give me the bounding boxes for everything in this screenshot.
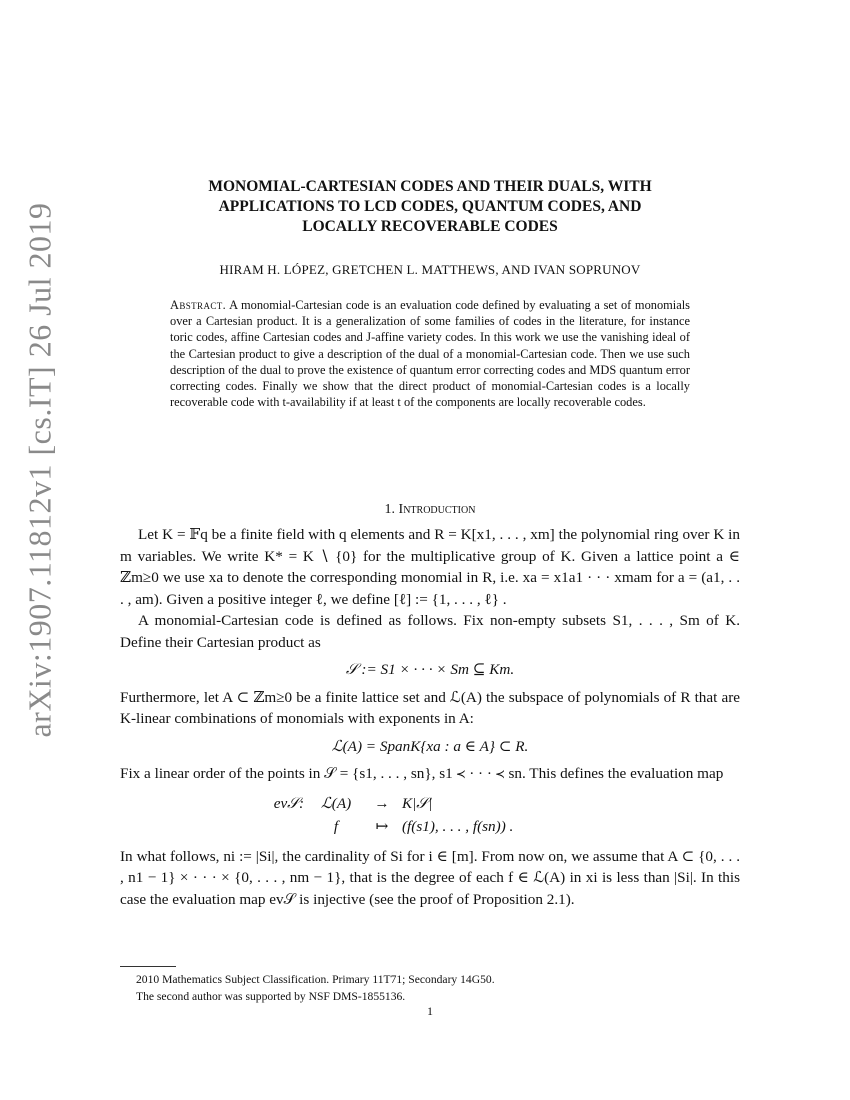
page-number: 1 (427, 1004, 433, 1018)
evalmap-element: f (333, 818, 339, 835)
abstract-label: Abstract. (170, 298, 227, 312)
section-title: Introduction (398, 502, 476, 517)
body-text (120, 524, 740, 910)
title-line: MONOMIAL-CARTESIAN CODES AND THEIR DUALS, WITH (208, 178, 652, 195)
paper-title (120, 177, 740, 237)
evalmap-blank (120, 816, 310, 838)
author-list: HIRAM H. LÓPEZ, GRETCHEN L. MATTHEWS, AND IVAN SOPRUNOV (219, 262, 641, 277)
equation-cartesian-product: 𝒮 := S1 × · · · × Sm ⊆ Km. (345, 661, 515, 678)
evalmap-domain: ℒ(A) (320, 794, 352, 812)
paragraph: Let K = 𝔽q be a finite field with q elements and R = K[x1, . . . , xm] the polynomial ring over K in m variables. We write K* = K ∖ {0} for the multiplicative group of K. Given a lattice point a ∈ ℤm≥0 we use xa to denote the corresponding monomial in R, i.e. xa = x1a1 · · · xmam for a = (a1, . . . , am). Given a positive integer ℓ, we define [ℓ] := {1, . . . , ℓ} . (120, 526, 740, 608)
paragraph: Furthermore, let A ⊂ ℤm≥0 be a finite lattice set and ℒ(A) the subspace of polynomials of R that are K-linear combinations of monomials with exponents in A: (120, 688, 740, 727)
title-line: LOCALLY RECOVERABLE CODES (302, 218, 558, 235)
evaluation-map-display (120, 793, 740, 838)
evalmap-image: (f(s1), . . . , f(sn)) . (402, 818, 514, 835)
arxiv-sidebar (0, 0, 70, 738)
paragraph: A monomial-Cartesian code is defined as follows. Fix non-empty subsets S1, . . . , Sm of K. Define their Cartesian product as (120, 612, 740, 651)
footnote-support: The second author was supported by NSF DMS-1855136. (136, 990, 406, 1003)
footnote-rule (120, 966, 176, 967)
footnote-msc: 2010 Mathematics Subject Classification. Primary 11T71; Secondary 14G50. (136, 973, 495, 986)
arxiv-identifier: arXiv:1907.11812v1 [cs.IT] 26 Jul 2019 (21, 202, 58, 738)
paragraph: In what follows, ni := |Si|, the cardinality of Si for i ∈ [m]. From now on, we assume that A ⊂ {0, . . . , n1 − 1} × · · · × {0, . . . , nm − 1}, that is the degree of each f ∈ ℒ(A) in xi is less than |Si|. In this case the evaluation map ev𝒮 is injective (see the proof of Proposition 2.1). (120, 847, 740, 908)
abstract-text: A monomial-Cartesian code is an evaluation code defined by evaluating a set of monomials over a Cartesian product. It is a generalization of some families of codes in the literature, for instance toric codes, affine Cartesian codes and J-affine variety codes. In this work we use the vanishing ideal of the Cartesian product to give a description of the dual of a monomial-Cartesian code. Then we use such description of the dual to prove the existence of quantum error correcting codes and MDS quantum error correcting codes. Finally we show that the direct product of monomial-Cartesian codes is a locally recoverable code with t-availability if at least t of the components are locally recoverable codes. (170, 298, 690, 410)
footnotes (136, 971, 736, 1005)
section-heading (120, 502, 740, 518)
evalmap-mapsto: ↦ (375, 818, 389, 835)
evalmap-label: ev𝒮: (273, 794, 304, 812)
paragraph: Fix a linear order of the points in 𝒮 = {s1, . . . , sn}, s1 ≺ · · · ≺ sn. This defines the evaluation map (120, 765, 724, 782)
evalmap-arrow: → (374, 794, 390, 812)
abstract (170, 297, 690, 410)
equation-span: ℒ(A) = SpanK{xa : a ∈ A} ⊂ R. (331, 737, 529, 755)
section-number: 1. (384, 502, 396, 517)
title-line: APPLICATIONS TO LCD CODES, QUANTUM CODES, AND (218, 198, 642, 215)
evalmap-codomain: K|𝒮| (402, 794, 433, 812)
